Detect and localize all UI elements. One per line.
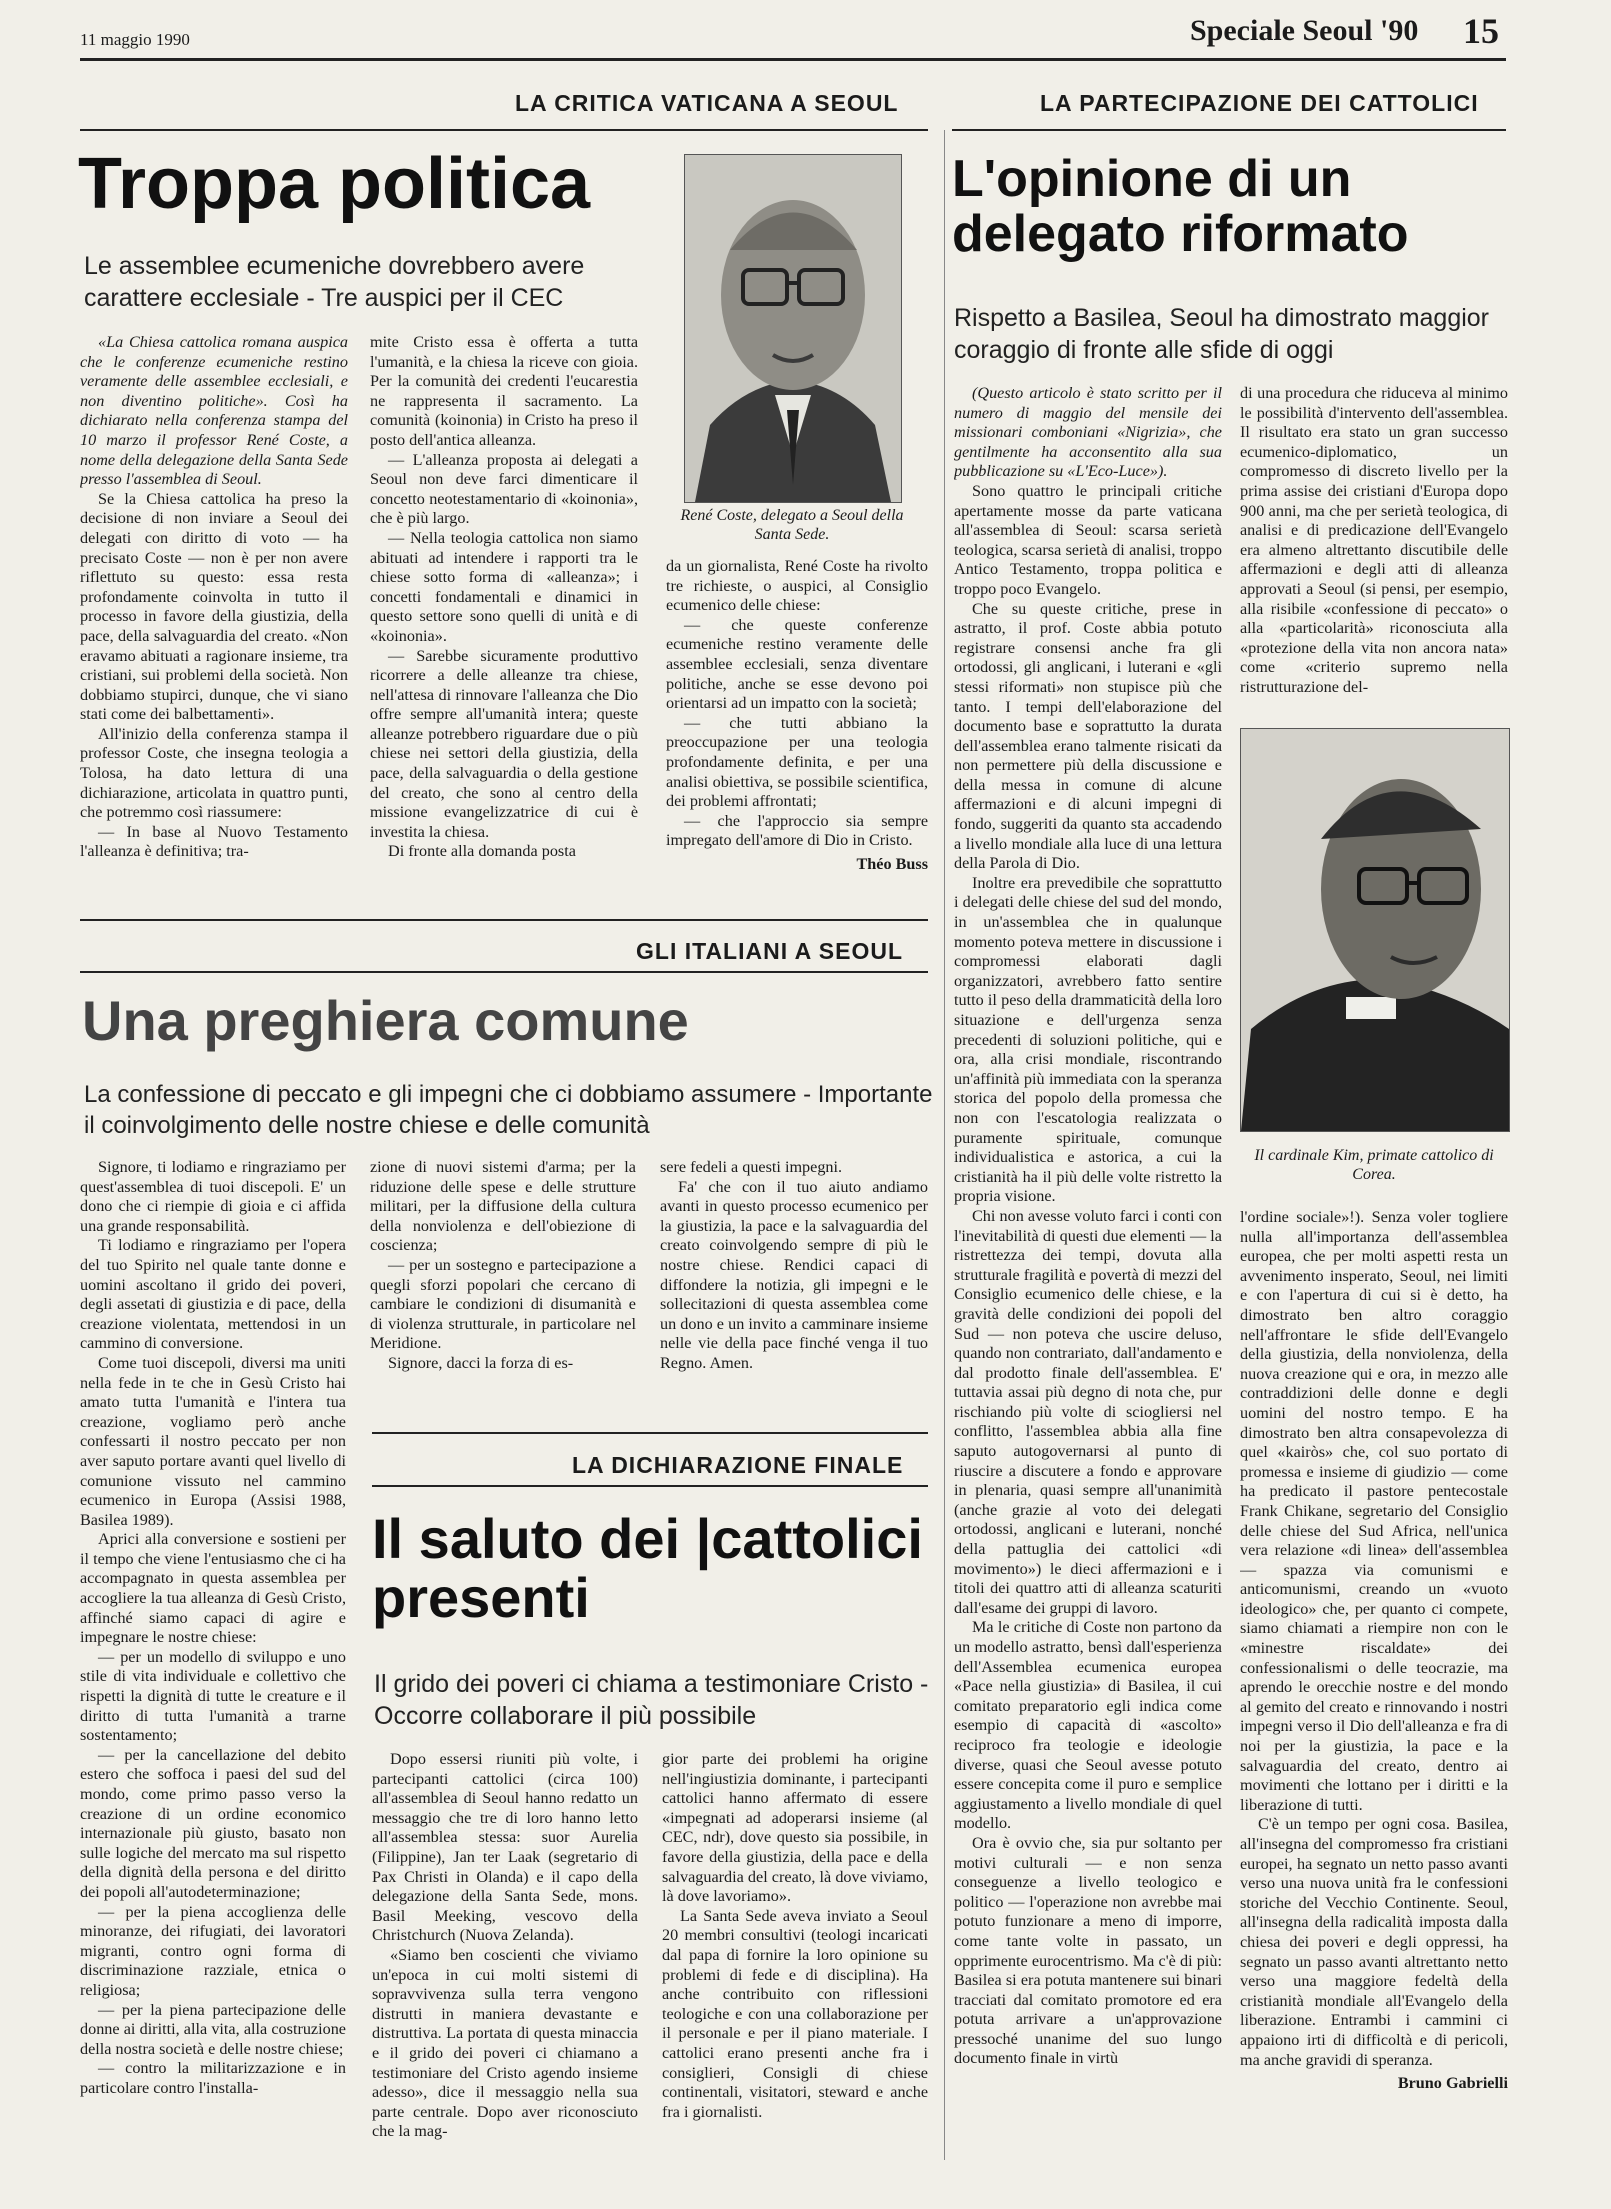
art4-title: L'opinione di un delegato riformato xyxy=(952,150,1409,263)
art1-c1-p3: All'inizio della conferenza stampa il professor Coste, che insegna teologia a Tolosa, ha dato lettura di una dichiarazione, articolata in quattro punti, che potremmo così riassumere: xyxy=(80,724,348,822)
art1-column-2 xyxy=(370,333,638,905)
column-separator xyxy=(944,130,945,2160)
art3-c1-p2: «Siamo ben coscienti che viviamo un'epoca in cui molti sistemi di sopravvivenza sulla terra vengono distrutti in maniera devastante e distruttiva. La portata di questa minaccia e il grido dei poveri ci chiamano a testimoniare del Cristo agendo insieme adesso», dice il messaggio nella sua parte centrale. Dopo aver riconosciuto che la mag- xyxy=(372,1945,638,2141)
art2-c1-p2: Ti lodiamo e ringraziamo per l'opera del tuo Spirito nel quale tante donne e uomini ascoltano il grido dei poveri, degli assetati di giustizia e di pace, della creazione violentata, mettendosi in un cammino di conversione. xyxy=(80,1236,346,1353)
art1-c1-p4: — In base al Nuovo Testamento l'alleanza è definitiva; tra- xyxy=(80,822,348,861)
art1-c2-p2: — L'alleanza proposta ai delegati a Seoul non deve farci dimenticare il concetto neotestamentario di «koinonia», che è più largo. xyxy=(370,450,638,528)
art1-c1-p1: «La Chiesa cattolica romana auspica che le conferenze ecumeniche restino veramente delle assemblee ecclesiali, e non diventino politiche». Così ha dichiarato nella conferenza stampa del 10 marzo il professor René Coste, a nome della delegazione della Santa Sede presso l'assemblea di Seoul. xyxy=(80,333,348,489)
art2-c2-p2: — per un sostegno e partecipazione a quegli sforzi popolari che cercano di cambiare le condizioni di disumanità e di violenza strutturale, in particolare nel Meridione. xyxy=(370,1255,636,1353)
art2-kicker: GLI ITALIANI A SEOUL xyxy=(636,938,904,964)
portrait-illustration xyxy=(1241,729,1509,1131)
art1-kicker-rule xyxy=(80,129,928,131)
art1-subtitle: Le assemblee ecumeniche dovrebbero avere carattere ecclesiale - Tre auspici per il CEC xyxy=(84,252,585,312)
art2-c1-p8: — per la piena partecipazione delle donne ai diritti, alla vita, alla costruzione della nostra società e delle nostre chiese; xyxy=(80,2000,346,2058)
art2-top-rule xyxy=(80,919,928,921)
art2-subtitle: La confessione di peccato e gli impegni che ci dobbiamo assumere - Importante il coinvolgimento delle nostre chiese e delle comunità xyxy=(84,1081,933,1139)
section-title: Speciale Seoul '90 xyxy=(1190,14,1419,47)
issue-date: 11 maggio 1990 xyxy=(80,30,190,49)
art2-c1-p5: — per un modello di sviluppo e uno stile di vita individuale e collettivo che rispetti la dignità di tutte le creature e il diritto di tutta l'umanità a trarne sostentamento; xyxy=(80,1647,346,1745)
art1-c3-p1: da un giornalista, René Coste ha rivolto tre richieste, o auspici, al Consiglio ecumenico delle chiese: xyxy=(666,557,928,615)
art2-title: Una preghiera comune xyxy=(82,989,689,1052)
art2-c1-p3: Come tuoi discepoli, diversi ma uniti nella fede in te che in Gesù Cristo hai amato tutta l'umanità e l'intera tua creazione, vogliamo però anche confessarti il nostro peccato per non aver saputo portare avanti quel livello di comunione vissuto nel cammino ecumenico in Europa (Assisi 1988, Basilea 1989). xyxy=(80,1353,346,1529)
art1-column-1 xyxy=(80,333,348,905)
art2-c1-p9: — contro la militarizzazione e in particolare contro l'installa- xyxy=(80,2059,346,2097)
art1-c3-p2: — che queste conferenze ecumeniche restino veramente delle assemblee ecclesiali, senza diventare politiche, anche se esse devono poi orientarsi ad un impatto con la società; xyxy=(666,615,928,713)
art3-c2-p1: gior parte dei problemi ha origine nell'ingiustizia dominante, i partecipanti cattolici hanno affermato di essere «impegnati ad adoperarsi insieme (al CEC, ndr), dove questo sia possibile, in favore della giustizia, della pace e della salvaguardia del creato, là dove viviamo, là dove lavoriamo». xyxy=(662,1750,928,1906)
art1-c2-p4: — Sarebbe sicuramente produttivo ricorrere a delle alleanze tra chiese, nell'attesa di rinnovare l'alleanza che Dio offre sempre all'umanità intera; queste alleanze potrebbero riguardare due o più chiese nei settori della giustizia, della pace, della salvaguardia o della gestione del creato, che sono al centro della missione evangelizzatrice di cui è investita la chiesa. xyxy=(370,646,638,841)
art4-column-1 xyxy=(954,384,1222,2154)
art1-c3-p4: — che l'approccio sia sempre impregato dell'amore di Dio in Cristo. xyxy=(666,811,928,850)
art4-c2-p2: l'ordine sociale»!). Senza voler togliere nulla all'importanza dell'assemblea europea, che per molti aspetti resta un avvenimento insperato, Seoul, nei limiti e con l'apertura di cui si è detto, ha dimostrato ben altro coraggio nell'affrontare le sfide dell'Evangelo della giustizia, della nonviolenza, della nuova creazione qui e ora, in mezzo alle contraddizioni delle donne e degli uomini del nostro tempo. E ha dimostrato ben altra consapevolezza di quel «kairòs» che, col suo portato di promessa e insieme di giudizio — come ha predicato il pastore pentecostale Frank Chikane, segretario del Consiglio delle chiese del Sud Africa, nell'unica vera relazione «di linea» dell'assemblea — spazza via comunismi e anticomunismi, creando un «vuoto ideologico» che, per quanto ci compete, siamo chiamati a riempire non con le «minestre riscaldate» dei confessionalismi o delle teocrazie, ma aprendo le orecchie nostre e del mondo al gemito del creato e rinnovando i nostri impegni verso il Dio dell'alleanza e fra di noi per la giustizia, la pace e la salvaguardia del creato, dentro ai movimenti che lottano per i diritti e la liberazione di tutti. xyxy=(1240,1208,1508,1814)
art4-column-2-top xyxy=(1240,384,1508,710)
art3-column-2 xyxy=(662,1750,928,2150)
art3-kicker-rule xyxy=(372,1485,928,1487)
art1-c1-p2: Se la Chiesa cattolica ha preso la decisione di non inviare a Seoul dei delegati con diritto di voto — ha precisato Coste — non è per non avere riflettuto su questo: essa resta profondamente coinvolta in tutto il processo in favore della giustizia, della pace, della salvaguardia del creato. «Non eravamo abituati a ragionare insieme, tra cristiani, sui problemi della società. Non dobbiamo stupirci, dunque, che vi siano stati come dei balbettamenti». xyxy=(80,489,348,724)
art4-signature: Bruno Gabrielli xyxy=(1397,2074,1508,2093)
art1-c2-p3: — Nella teologia cattolica non siamo abituati ad intendere i rapporti tra le chiese sotto forma di «alleanza»; i concetti fondamentali e dinamici in questo settore sono quelli di unità e di «koinonia». xyxy=(370,528,638,645)
art3-kicker: LA DICHIARAZIONE FINALE xyxy=(572,1452,904,1478)
art2-c1-p6: — per la cancellazione del debito estero che soffoca i paesi del sud del mondo, come primo passo verso la creazione di un ordine economico internazionale più giusto, basato non sulle logiche del mercato ma sul rispetto della dignità della persona e del diritto dei popoli all'autodeterminazione; xyxy=(80,1745,346,1901)
art2-c1-p1: Signore, ti lodiamo e ringraziamo per quest'assemblea di tuoi discepoli. E' un dono che ci riempie di gioia e ci affida una grande responsabilità. xyxy=(80,1158,346,1235)
art4-kicker: LA PARTECIPAZIONE DEI CATTOLICI xyxy=(1040,90,1479,116)
art3-top-rule xyxy=(372,1432,928,1434)
art4-c1-p3: Che su queste critiche, prese in astratto, il prof. Coste abbia potuto registrare consensi anche fra gli ortodossi, gli anglicani, i luterani e «gli stessi riformati» non stupisce più che tanto. I tempi dell'elaborazione del documento base e soprattutto la durata dell'assemblea erano talmente risicati da non permettere più della discussione e della messa in comune di alcune affermazioni e di alcuni impegni di fondo, suggeriti da quanto sta accadendo a livello mondiale alla luce di una lettura della Parola di Dio. xyxy=(954,599,1222,873)
art2-column-2 xyxy=(370,1158,636,1398)
art2-c2-p1: zione di nuovi sistemi d'arma; per la riduzione delle spese e delle strutture militari, per la diffusione della cultura della nonviolenza e dell'obiezione di coscienza; xyxy=(370,1158,636,1255)
art3-c2-p2: La Santa Sede aveva inviato a Seoul 20 membri consultivi (teologi incaricati dal papa di fornire la loro opinione su problemi di fede e di disciplina). Ha anche contribuito con riflessioni teologiche e con una collaborazione per il personale e per il piano materiale. I cattolici erano presenti anche fra i consiglieri, Consigli di chiese continentali, visitatori, steward e anche fra i giornalisti. xyxy=(662,1906,928,2121)
rene-coste-photo xyxy=(684,154,902,503)
art1-c2-p5: Di fronte alla domanda posta xyxy=(388,842,576,861)
art3-c1-p1: Dopo essersi riuniti più volte, i partecipanti cattolici (circa 100) all'assemblea di Seoul hanno redatto un messaggio che tre di loro hanno letto all'assemblea stessa: suor Aurelia (Filippine), Jan ter Laak (segretario di Pax Christi in Olanda) e il capo della delegazione della Santa Sede, mons. Basil Meeking, vescovo della Christchurch (Nuova Zelanda). xyxy=(372,1750,638,1945)
art1-title: Troppa politica xyxy=(78,144,591,224)
art2-c1-p7: — per la piena accoglienza delle minoranze, dei rifugiati, dei lavoratori migranti, contro ogni forma di discriminazione razziale, etnica o religiosa; xyxy=(80,1902,346,1999)
art2-column-3 xyxy=(660,1158,928,1398)
art4-column-2-bottom xyxy=(1240,1208,1508,2154)
cardinal-kim-caption: Il cardinale Kim, primate cattolico di Corea. xyxy=(1254,1147,1494,1183)
art4-c1-p5: Chi non avesse voluto farci i conti con l'inevitabilità di questi due elementi — la ristrettezza dei tempi, dovuta alla strutturale fragilità e povertà di mezzi del Consiglio ecumenico delle chiese, e la gravità delle condizioni dei popoli del Sud — non poteva che uscire deluso, quando non contrariato, dall'andamento e dal prodotto finale dell'assemblea. E' tuttavia assai più degno di nota che, pur rischiando più volte di sciogliersi nel conflitto, l'assemblea abbia alla fine saputo autogovernarsi al punto di riuscire a discutere a fondo e approvare in plenaria, quasi sempre all'unanimità (anche grazie al voto dei delegati ortodossi, anglicani e luterani, nonché della pattuglia dei cattolici «di movimento») le dieci affermazioni e i titoli dei quattro atti di alleanza scaturiti dall'esame dei gruppi di lavoro. xyxy=(954,1206,1222,1617)
header-rule xyxy=(80,58,1506,61)
art4-c1-p7: Ora è ovvio che, sia pur soltanto per motivi culturali — e non senza conseguenze a livello teologico e politico — l'operazione non avrebbe mai potuto funzionare a meno di imporre, come tante volte in passato, un opprimente eurocentrismo. Ma c'è di più: Basilea si era potuta mantenere sui binari tracciati dal comitato promotore ed era potuta arrivare a un'approvazione pressoché unanime del suo lungo documento finale in virtù xyxy=(954,1833,1222,2068)
art1-column-3 xyxy=(666,557,928,902)
art4-c1-p2: Sono quattro le principali critiche apertamente mosse da parte vaticana all'assemblea di Seoul: scarsa serietà teologica, scarsa serietà di analisi, troppo Antico Testamento, troppa politica e troppo poco Evangelo. xyxy=(954,481,1222,598)
art4-subtitle: Rispetto a Basilea, Seoul ha dimostrato maggior coraggio di fronte alle sfide di oggi xyxy=(954,304,1490,364)
art1-signature: Théo Buss xyxy=(856,854,928,873)
art2-c1-p4: Aprici alla conversione e sostieni per il tempo che viene l'entusiasmo che ci ha accompagnato in questa assemblea per accogliere la tua alleanza di Gesù Cristo, affinché siamo capaci di agire e impegnare le nostre chiese: xyxy=(80,1530,346,1647)
art2-c3-p1: sere fedeli a questi impegni. xyxy=(660,1158,843,1176)
art3-title: Il saluto dei |cattolici presenti xyxy=(372,1507,923,1629)
art2-column-1 xyxy=(80,1158,346,2148)
art4-c1-p1: (Questo articolo è stato scritto per il numero di maggio del mensile dei missionari comboniani «Nigrizia», che gentilmente ha acconsentito alla sua pubblicazione su «L'Eco-Luce»). xyxy=(954,384,1222,481)
art2-c3-p2: Fa' che con il tuo aiuto andiamo avanti in questo processo ecumenico per la giustizia, la pace e la salvaguardia del creato coinvolgendo sempre di più le nostre chiese. Rendici capaci di diffondere la notizia, gli impegni e le sollecitazioni di questa assemblea come un dono e un invito a camminare insieme nelle vie della pace finché venga il tuo Regno. Amen. xyxy=(660,1177,928,1372)
art3-column-1 xyxy=(372,1750,638,2150)
rene-coste-caption: René Coste, delegato a Seoul della Santa Sede. xyxy=(680,507,904,543)
art2-kicker-rule xyxy=(80,971,928,973)
page-number: 15 xyxy=(1463,11,1499,51)
art1-c2-p1: mite Cristo essa è offerta a tutta l'umanità, e la chiesa la riceve con gioia. Per la comunità dei credenti l'eucarestia ne rappresenta il sacramento. La comunità (koinonia) in Cristo ha preso il posto dell'antica alleanza. xyxy=(370,333,638,449)
art4-c1-p4: Inoltre era prevedibile che soprattutto i delegati delle chiese del sud del mondo, in un'assemblea che in qualunque momento poteva mettere in discussione i compromessi elaborati dagli organizzatori, avrebbero fatto sentire tutto il peso della drammaticità della loro situazione e dell'urgenza senza precedenti di soluzioni politiche, qui e ora, alla crisi mondiale, riscontrando un'affinità più immediata con la speranza storica del popolo della promessa che non con l'escatologia realizzata o puramente spirituale, comunque individualistica e astorica, a cui la cristianità ha il più delle volte ristretto la propria visione. xyxy=(954,873,1222,1206)
art2-c2-p3: Signore, dacci la forza di es- xyxy=(388,1353,574,1372)
art4-kicker-rule xyxy=(952,129,1506,131)
art4-c2-p1: di una procedura che riduceva al minimo le possibilità d'intervento dell'assemblea. Il risultato era stato un gran successo ecumenico-diplomatico, un compromesso di discreto livello per la prima assise dei cristiani d'Europa dopo 900 anni, ma che per serietà teologica, di analisi e di predicazione dell'Evangelo era almeno altrettanto discutibile delle affermazioni e degli atti di alleanza approvati a Seoul (si pensi, per esempio, alla risibile «confessione di peccato» o alla «particolarità» riconosciuta alla «protezione della vita non ancora nata» come «criterio supremo nella ristrutturazione del- xyxy=(1240,384,1508,696)
portrait-illustration xyxy=(685,155,901,502)
art3-subtitle: Il grido dei poveri ci chiama a testimoniare Cristo - Occorre collaborare il più possibile xyxy=(374,1670,929,1730)
art4-c1-p6: Ma le critiche di Coste non partono da un modello astratto, bensì dall'esperienza dell'Assemblea ecumenica europea «Pace nella giustizia» di Basilea, il cui comitato preparatorio egli indica come esempio di capacità di «ascolto» reciproco fra teologie e ideologie diverse, quasi che Seoul avesse potuto essere concepita come il puro e semplice aggiustamento a livello mondiale di quel modello. xyxy=(954,1618,1222,1833)
art1-c3-p3: — che tutti abbiano la preoccupazione per una teologia profondamente definita, e per una analisi obiettiva, se possibile scientifica, dei problemi affrontati; xyxy=(666,713,928,811)
art4-c2-p3: C'è un tempo per ogni cosa. Basilea, all'insegna del compromesso fra cristiani europei, ha segnato un netto passo avanti verso una nuova unità fra le confessioni storiche del Vecchio Continente. Seoul, all'insegna della radicalità imposta dalla chiesa dei poveri e degli oppressi, ha segnato un passo avanti altrettanto netto verso una maggiore fedeltà della cristianità mondiale all'Evangelo della liberazione. Entrambi i cammini ci appaiono irti di difficoltà e di pericoli, ma anche gravidi di speranza. xyxy=(1240,1815,1508,2069)
art1-kicker: LA CRITICA VATICANA A SEOUL xyxy=(515,90,899,116)
cardinal-kim-photo xyxy=(1240,728,1510,1132)
